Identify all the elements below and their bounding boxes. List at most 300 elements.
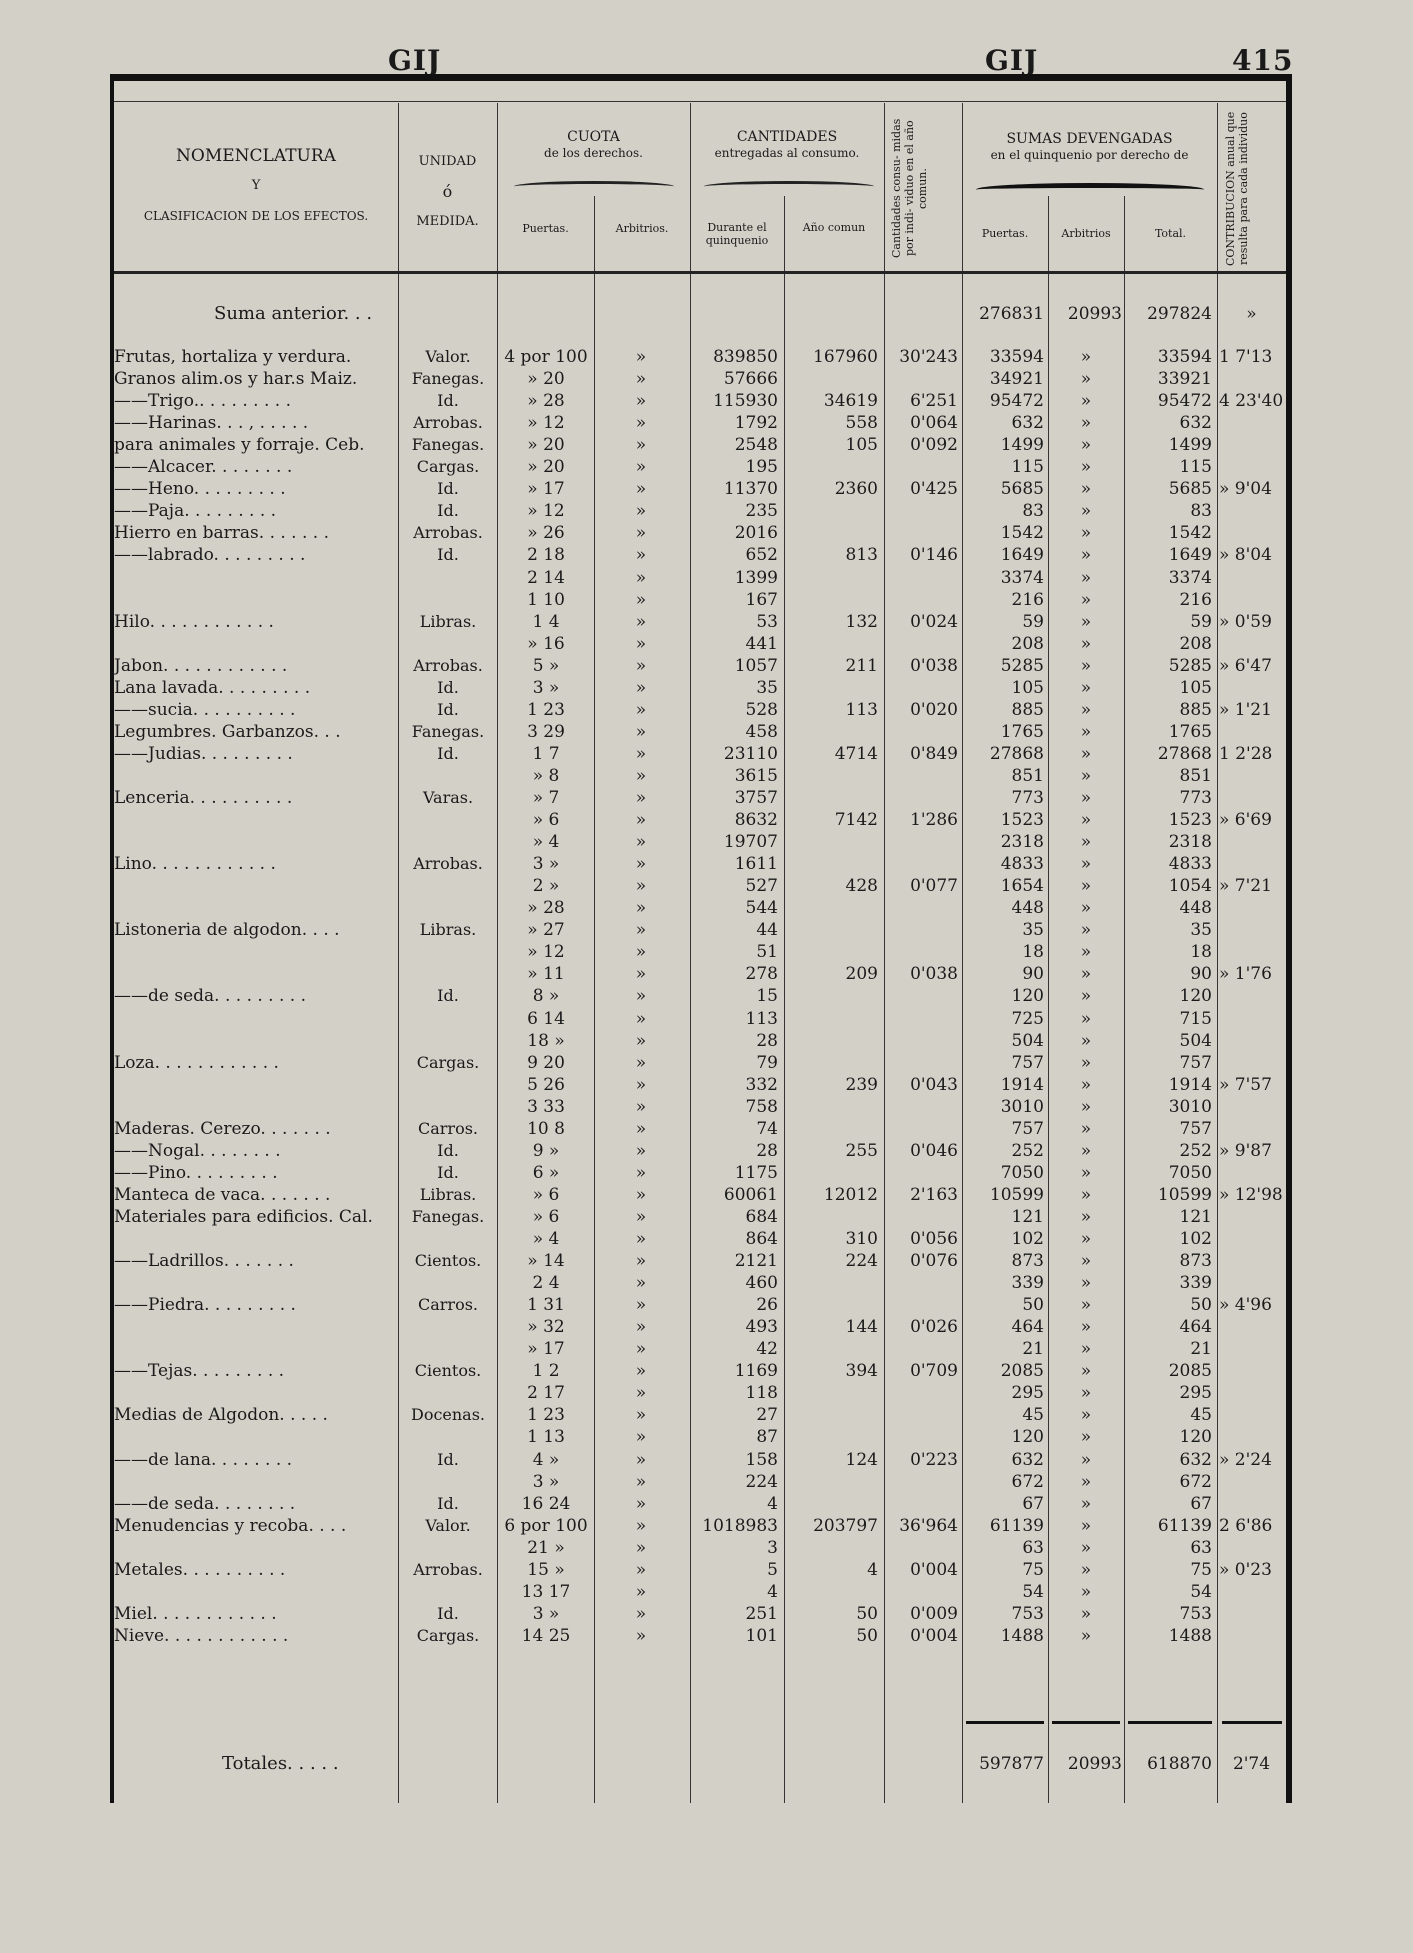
suma-puertas: 50: [1022, 1295, 1044, 1316]
item-name: Lenceria. . . . . . . . . .: [114, 788, 293, 808]
cuota-puertas: 1 4: [532, 611, 560, 632]
cantidad-quinquenio: 839850: [713, 347, 778, 367]
cantidad-quinquenio: 57666: [723, 369, 778, 390]
total-rule: [1052, 1721, 1120, 1724]
suma-puertas: 102: [1011, 1229, 1044, 1249]
suma-total: 115: [1179, 457, 1212, 478]
item-name: Maderas. Cerezo. . . . . . .: [114, 1118, 331, 1139]
table-row: [114, 1140, 1286, 1162]
cuota-puertas: » 26: [527, 523, 565, 544]
unit: Arrobas.: [413, 854, 483, 874]
cantidad-quinquenio: 60061: [723, 1184, 778, 1205]
cantidad-quinquenio: 1018983: [702, 1515, 778, 1536]
suma-total: 95472: [1157, 391, 1212, 412]
item-name: ——Nogal. . . . . . . .: [114, 1140, 281, 1161]
suma-arbitrios: »: [1080, 1052, 1092, 1073]
consumo-individuo: 36'964: [899, 1515, 958, 1536]
cuota-puertas: 2 4: [532, 1273, 560, 1294]
unit: Arrobas.: [413, 523, 483, 543]
suma-total: 2318: [1168, 832, 1212, 853]
unit: Id.: [437, 986, 459, 1006]
header-cantidades: CANTIDADES entregadas al consumo.: [714, 129, 860, 160]
cuota-arbitrios: »: [635, 413, 647, 434]
suma-anterior-total: 297824: [1147, 304, 1212, 324]
cuota-puertas: 5 26: [527, 1074, 565, 1095]
cuota-puertas: » 20: [527, 369, 565, 390]
cuota-arbitrios: »: [635, 1383, 647, 1404]
consumo-individuo: 0'849: [910, 743, 958, 764]
cantidad-quinquenio: 1792: [734, 413, 778, 434]
suma-puertas: 59: [1022, 611, 1044, 632]
suma-puertas: 75: [1022, 1559, 1044, 1580]
cantidad-quinquenio: 167: [745, 589, 778, 610]
table-row: [114, 941, 1286, 963]
cantidades-brace: [704, 181, 874, 192]
cuota-puertas: 21 »: [527, 1537, 565, 1558]
cantidad-quinquenio: 74: [756, 1118, 778, 1139]
table-row: [114, 1625, 1286, 1647]
cantidad-quinquenio: 26: [756, 1295, 778, 1316]
cuota-arbitrios: »: [635, 1471, 647, 1492]
consumo-individuo: 0'024: [910, 611, 958, 632]
unit: Arrobas.: [413, 1559, 483, 1579]
suma-arbitrios: »: [1080, 721, 1092, 742]
cuota-puertas: 3 33: [527, 1096, 565, 1117]
suma-total: 464: [1179, 1317, 1212, 1338]
suma-puertas: 295: [1011, 1383, 1044, 1404]
cuota-arbitrios: »: [635, 1427, 647, 1448]
cuota-arbitrios: »: [635, 1515, 647, 1536]
header-cuota-arbitrios: Arbitrios.: [615, 222, 669, 235]
cuota-arbitrios: »: [635, 347, 647, 367]
table-row: [114, 875, 1286, 897]
suma-total: 33921: [1157, 369, 1212, 390]
cantidad-quinquenio: 544: [745, 898, 778, 919]
cuota-brace: [514, 181, 674, 192]
suma-puertas: 773: [1011, 788, 1044, 808]
cantidad-quinquenio: 1057: [734, 655, 778, 676]
cuota-arbitrios: »: [635, 1361, 647, 1382]
suma-total: 632: [1179, 413, 1212, 434]
suma-puertas: 83: [1022, 501, 1044, 522]
suma-total: 27868: [1157, 743, 1212, 764]
cantidad-quinquenio: 1169: [734, 1361, 778, 1382]
header-cantidades-durante: Durante el quinquenio: [705, 221, 769, 247]
cuota-arbitrios: »: [635, 810, 647, 831]
contribucion: 4 23'40: [1219, 391, 1284, 412]
cuota-puertas: 1 2: [532, 1361, 560, 1382]
contribucion: » 0'23: [1219, 1559, 1272, 1580]
cantidad-quinquenio: 158: [745, 1449, 778, 1470]
cantidad-quinquenio: 864: [745, 1229, 778, 1249]
cuota-arbitrios: »: [635, 1625, 647, 1646]
cuota-puertas: » 17: [527, 1339, 565, 1360]
suma-arbitrios: »: [1080, 1184, 1092, 1205]
suma-puertas: 757: [1011, 1052, 1044, 1073]
table-row: [114, 1008, 1286, 1030]
cuota-arbitrios: »: [635, 611, 647, 632]
unit: Cientos.: [414, 1251, 482, 1271]
suma-arbitrios: »: [1080, 854, 1092, 875]
suma-puertas: 2085: [1000, 1361, 1044, 1382]
table-row: [114, 1162, 1286, 1184]
cantidad-ano-comun: 203797: [813, 1515, 878, 1536]
table-row: [114, 456, 1286, 478]
suma-puertas: 7050: [1000, 1162, 1044, 1183]
suma-total: 5685: [1168, 479, 1212, 500]
table-row: [114, 1272, 1286, 1294]
unit: Arrobas.: [413, 655, 483, 675]
suma-total: 61139: [1157, 1515, 1212, 1536]
item-name: ——Pino. . . . . . . . .: [114, 1162, 278, 1183]
cuota-puertas: » 6: [532, 1206, 560, 1227]
cantidad-quinquenio: 11370: [723, 479, 778, 500]
running-head-left: GIJ: [388, 44, 442, 77]
cuota-puertas: 14 25: [521, 1625, 571, 1646]
item-name: Hierro en barras. . . . . . .: [114, 523, 330, 544]
header-sumas: SUMAS DEVENGADAS en el quinquenio por derecho de: [990, 131, 1189, 162]
table-row: [114, 1338, 1286, 1360]
unit: Id.: [437, 545, 459, 565]
suma-puertas: 464: [1011, 1317, 1044, 1338]
table-row: [114, 765, 1286, 787]
cantidad-quinquenio: 1611: [734, 854, 778, 875]
cantidad-ano-comun: 113: [845, 699, 878, 720]
totales-puertas: 597877: [979, 1754, 1044, 1774]
cuota-puertas: » 11: [527, 964, 565, 985]
cuota-arbitrios: »: [635, 1184, 647, 1205]
suma-total: 757: [1179, 1052, 1212, 1073]
suma-puertas: 63: [1022, 1537, 1044, 1558]
suma-total: 75: [1190, 1559, 1212, 1580]
cantidad-quinquenio: 1175: [734, 1162, 778, 1183]
suma-total: 715: [1179, 1008, 1212, 1029]
table-row: [114, 985, 1286, 1007]
cantidad-ano-comun: 2360: [834, 479, 878, 500]
suma-puertas: 54: [1022, 1581, 1044, 1602]
cuota-puertas: 9 20: [527, 1052, 565, 1073]
cantidad-ano-comun: 224: [845, 1251, 878, 1272]
table-row: [114, 522, 1286, 544]
suma-puertas: 5685: [1000, 479, 1044, 500]
suma-arbitrios: »: [1080, 1339, 1092, 1360]
suma-arbitrios: »: [1080, 1317, 1092, 1338]
suma-arbitrios: »: [1080, 1295, 1092, 1316]
suma-total: 672: [1179, 1471, 1212, 1492]
table-row: [114, 633, 1286, 655]
item-name: Granos alim.os y har.s Maiz.: [114, 369, 358, 390]
suma-total: 448: [1179, 898, 1212, 919]
cantidad-quinquenio: 5: [767, 1559, 778, 1580]
unit: Carros.: [417, 1295, 478, 1315]
suma-arbitrios: »: [1080, 633, 1092, 654]
cantidad-quinquenio: 3615: [734, 765, 778, 786]
table-row: [114, 1603, 1286, 1625]
suma-arbitrios: »: [1080, 589, 1092, 610]
totales-contrib: 2'74: [1232, 1754, 1271, 1774]
cantidad-ano-comun: 428: [845, 876, 878, 897]
suma-arbitrios: »: [1080, 1251, 1092, 1272]
suma-anterior-row: [114, 303, 1286, 325]
item-name: Listoneria de algodon. . . .: [114, 920, 340, 941]
cuota-puertas: » 12: [527, 501, 565, 522]
suma-puertas: 1488: [1000, 1625, 1044, 1646]
suma-arbitrios: »: [1080, 1493, 1092, 1514]
cuota-puertas: » 14: [527, 1251, 565, 1272]
cantidad-ano-comun: 144: [845, 1317, 878, 1338]
cantidad-ano-comun: 239: [845, 1074, 878, 1095]
table-row: [114, 897, 1286, 919]
table-row: [114, 1559, 1286, 1581]
suma-arbitrios: »: [1080, 1361, 1092, 1382]
item-name: ——Alcacer. . . . . . . .: [114, 457, 293, 478]
unit: Id.: [437, 1449, 459, 1469]
suma-total: 504: [1179, 1030, 1212, 1051]
cuota-arbitrios: »: [635, 1449, 647, 1470]
cuota-puertas: 2 18: [527, 545, 565, 566]
suma-puertas: 757: [1011, 1118, 1044, 1139]
unit: Id.: [437, 479, 459, 499]
suma-puertas: 339: [1011, 1273, 1044, 1294]
suma-arbitrios: »: [1080, 1427, 1092, 1448]
item-name: Legumbres. Garbanzos. . .: [114, 721, 341, 742]
suma-total: 753: [1179, 1603, 1212, 1624]
contribucion: » 4'96: [1219, 1295, 1272, 1316]
suma-total: 1054: [1168, 876, 1212, 897]
suma-puertas: 10599: [989, 1184, 1044, 1205]
cantidad-quinquenio: 441: [745, 633, 778, 654]
consumo-individuo: 0'709: [910, 1361, 958, 1382]
suma-puertas: 120: [1011, 986, 1044, 1007]
contribucion: » 8'04: [1219, 545, 1272, 566]
cuota-puertas: 3 29: [527, 721, 565, 742]
table-row: [114, 853, 1286, 875]
suma-arbitrios: »: [1080, 545, 1092, 566]
suma-total: 632: [1179, 1449, 1212, 1470]
table-row: [114, 500, 1286, 522]
suma-total: 59: [1190, 611, 1212, 632]
suma-total: 10599: [1157, 1184, 1212, 1205]
cuota-arbitrios: »: [635, 1559, 647, 1580]
contribucion: 1 2'28: [1219, 743, 1273, 764]
cuota-arbitrios: »: [635, 501, 647, 522]
suma-arbitrios: »: [1080, 788, 1092, 808]
table-row: [114, 831, 1286, 853]
suma-puertas: 1654: [1000, 876, 1044, 897]
header-bottom-rule: [114, 271, 1286, 274]
cantidad-quinquenio: 113: [745, 1008, 778, 1029]
table-row: [114, 963, 1286, 985]
cuota-arbitrios: »: [635, 523, 647, 544]
suma-puertas: 504: [1011, 1030, 1044, 1051]
contribucion: 1 7'13: [1219, 347, 1273, 367]
unit: Libras.: [419, 920, 477, 940]
cantidad-ano-comun: 105: [845, 435, 878, 456]
cantidad-quinquenio: 528: [745, 699, 778, 720]
suma-arbitrios: »: [1080, 1162, 1092, 1183]
suma-arbitrios: »: [1080, 1074, 1092, 1095]
suma-arbitrios: »: [1080, 369, 1092, 390]
cuota-arbitrios: »: [635, 898, 647, 919]
suma-total: 252: [1179, 1140, 1212, 1161]
table-row: [114, 1515, 1286, 1537]
cantidad-ano-comun: 394: [845, 1361, 878, 1382]
cuota-arbitrios: »: [635, 854, 647, 875]
cantidad-ano-comun: 4: [867, 1559, 878, 1580]
cantidad-ano-comun: 124: [845, 1449, 878, 1470]
suma-arbitrios: »: [1080, 986, 1092, 1007]
cuota-arbitrios: »: [635, 589, 647, 610]
cuota-puertas: » 20: [527, 435, 565, 456]
cuota-arbitrios: »: [635, 369, 647, 390]
item-name: ——Piedra. . . . . . . . .: [114, 1295, 296, 1316]
suma-arbitrios: »: [1080, 413, 1092, 434]
item-name: Lana lavada. . . . . . . . .: [114, 677, 311, 698]
suma-puertas: 216: [1011, 589, 1044, 610]
table-row: [114, 1030, 1286, 1052]
suma-puertas: 105: [1011, 677, 1044, 698]
cuota-arbitrios: »: [635, 986, 647, 1007]
cantidad-quinquenio: 4: [767, 1581, 778, 1602]
consumo-individuo: 0'046: [910, 1140, 958, 1161]
suma-arbitrios: »: [1080, 1603, 1092, 1624]
item-name: ——Trigo.. . . . . . . . .: [114, 391, 291, 412]
suma-arbitrios: »: [1080, 1206, 1092, 1227]
cuota-puertas: 9 »: [532, 1140, 560, 1161]
unit: Id.: [437, 391, 459, 411]
unit: Cargas.: [416, 457, 480, 477]
cuota-puertas: » 16: [527, 633, 565, 654]
table-row: [114, 721, 1286, 743]
cantidad-quinquenio: 115930: [713, 391, 778, 412]
table-row: [114, 1074, 1286, 1096]
suma-puertas: 5285: [1000, 655, 1044, 676]
table-row: [114, 655, 1286, 677]
suma-total: 339: [1179, 1273, 1212, 1294]
cuota-arbitrios: »: [635, 457, 647, 478]
table-row: [114, 589, 1286, 611]
cantidad-quinquenio: 2121: [734, 1251, 778, 1272]
suma-arbitrios: »: [1080, 964, 1092, 985]
cuota-puertas: 3 »: [532, 1603, 560, 1624]
suma-arbitrios: »: [1080, 765, 1092, 786]
cantidad-quinquenio: 87: [756, 1427, 778, 1448]
cuota-arbitrios: »: [635, 1206, 647, 1227]
suma-arbitrios: »: [1080, 1515, 1092, 1536]
cantidad-ano-comun: 255: [845, 1140, 878, 1161]
suma-puertas: 35: [1022, 920, 1044, 941]
cuota-arbitrios: »: [635, 633, 647, 654]
unit: Fanegas.: [411, 1206, 485, 1226]
cuota-arbitrios: »: [635, 788, 647, 808]
suma-total: 1523: [1168, 810, 1212, 831]
suma-puertas: 18: [1022, 942, 1044, 963]
cuota-arbitrios: »: [635, 677, 647, 698]
suma-arbitrios: »: [1080, 920, 1092, 941]
cantidad-quinquenio: 51: [756, 942, 778, 963]
cantidad-quinquenio: 118: [745, 1383, 778, 1404]
suma-puertas: 67: [1022, 1493, 1044, 1514]
suma-puertas: 115: [1011, 457, 1044, 478]
header-sumas-arbitrios: Arbitrios: [1061, 227, 1111, 240]
total-rule: [1128, 1721, 1212, 1724]
table-row: [114, 434, 1286, 456]
cuota-puertas: » 8: [532, 765, 560, 786]
item-name: ——de seda. . . . . . . .: [114, 1493, 296, 1514]
suma-arbitrios: »: [1080, 1008, 1092, 1029]
consumo-individuo: 0'043: [910, 1074, 958, 1095]
cantidad-ano-comun: 211: [845, 655, 878, 676]
cuota-arbitrios: »: [635, 765, 647, 786]
table-row: [114, 1471, 1286, 1493]
item-name: ——Harinas. . . , . . . . .: [114, 413, 309, 434]
cantidad-quinquenio: 15: [756, 986, 778, 1007]
contribucion: » 1'76: [1219, 964, 1272, 985]
suma-total: 33594: [1157, 347, 1212, 367]
table-row: [114, 1250, 1286, 1272]
contribucion: » 9'87: [1219, 1140, 1272, 1161]
totales-arbitrios: 20993: [1067, 1754, 1122, 1774]
item-name: Jabon. . . . . . . . . . . .: [114, 655, 288, 676]
cuota-puertas: » 28: [527, 898, 565, 919]
cuota-puertas: 3 »: [532, 677, 560, 698]
header-cuota-puertas: Puertas.: [522, 222, 569, 235]
cuota-puertas: 6 14: [527, 1008, 565, 1029]
suma-total: 7050: [1168, 1162, 1212, 1183]
cuota-arbitrios: »: [635, 1251, 647, 1272]
cantidad-ano-comun: 310: [845, 1229, 878, 1249]
cuota-puertas: 4 »: [532, 1449, 560, 1470]
suma-puertas: 1523: [1000, 810, 1044, 831]
suma-total: 851: [1179, 765, 1212, 786]
cantidad-ano-comun: 813: [845, 545, 878, 566]
consumo-individuo: 0'056: [910, 1229, 958, 1249]
cuota-puertas: 1 10: [527, 589, 565, 610]
table-row: [114, 390, 1286, 412]
item-name: ——Tejas. . . . . . . . .: [114, 1361, 285, 1382]
table-row: [114, 412, 1286, 434]
suma-puertas: 1542: [1000, 523, 1044, 544]
cantidad-quinquenio: 332: [745, 1074, 778, 1095]
cuota-arbitrios: »: [635, 1537, 647, 1558]
cantidad-ano-comun: 167960: [813, 347, 878, 367]
cuota-arbitrios: »: [635, 1295, 647, 1316]
cuota-arbitrios: »: [635, 1052, 647, 1073]
cantidad-quinquenio: 235: [745, 501, 778, 522]
suma-puertas: 1499: [1000, 435, 1044, 456]
suma-puertas: 873: [1011, 1251, 1044, 1272]
sumas-brace: [976, 183, 1204, 196]
unit: Id.: [437, 501, 459, 521]
unit: Cargas.: [416, 1052, 480, 1072]
cantidad-ano-comun: 50: [856, 1625, 878, 1646]
consumo-individuo: 1'286: [910, 810, 958, 831]
cantidad-ano-comun: 558: [845, 413, 878, 434]
cuota-arbitrios: »: [635, 1339, 647, 1360]
cuota-arbitrios: »: [635, 1030, 647, 1051]
contribucion: » 2'24: [1219, 1449, 1272, 1470]
suma-total: 3374: [1168, 567, 1212, 588]
contribucion: » 6'47: [1219, 655, 1272, 676]
unit: Id.: [437, 743, 459, 763]
header-consumidas: Cantidades consu- midas por indi- viduo en el año comun.: [890, 118, 929, 259]
table-row: [114, 1360, 1286, 1382]
suma-total: 50: [1190, 1295, 1212, 1316]
suma-total: 54: [1190, 1581, 1212, 1602]
consumo-individuo: 2'163: [910, 1184, 958, 1205]
suma-arbitrios: »: [1080, 699, 1092, 720]
consumo-individuo: 0'020: [910, 699, 958, 720]
